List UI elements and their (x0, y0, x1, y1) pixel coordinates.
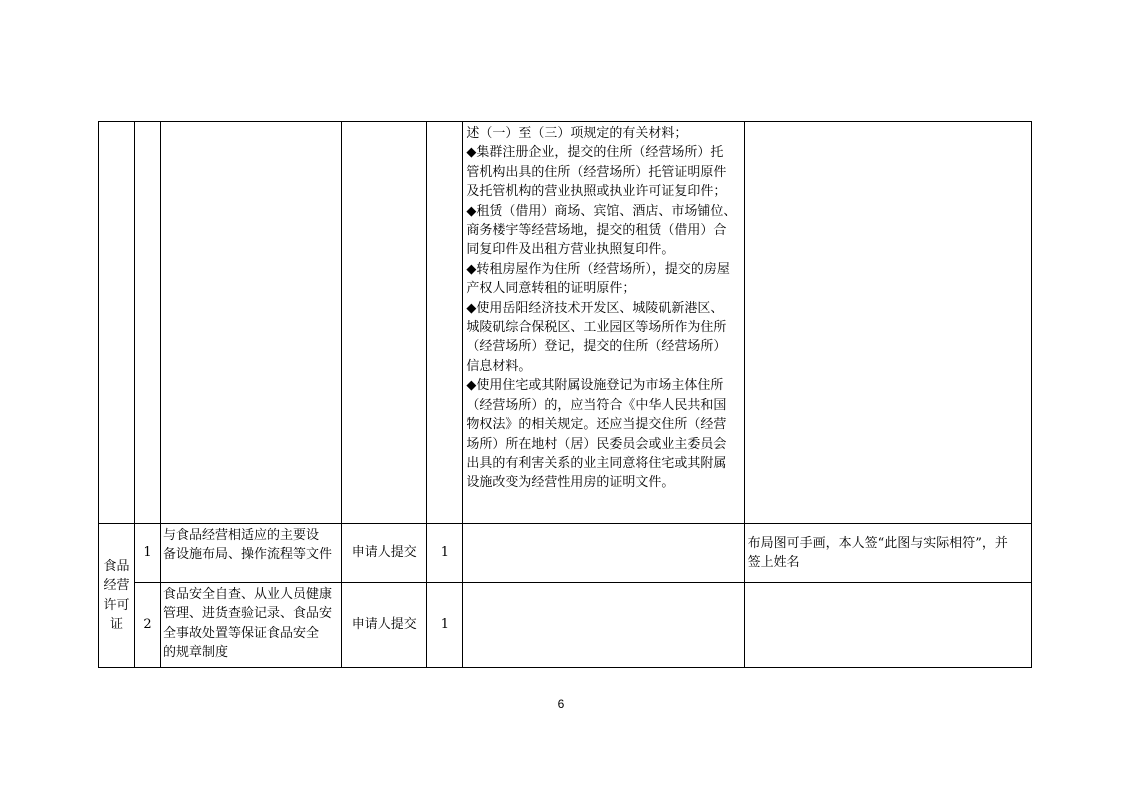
category-line: 经营 (103, 578, 130, 594)
requirements-line: ◆使用住宅或其附属设施登记为市场主体住所 (466, 378, 724, 394)
requirements-line: ◆转租房屋作为住所（经营场所），提交的房屋 (466, 261, 730, 277)
requirements-line: 信息材料。 (466, 358, 532, 374)
food-row-1 (99, 524, 1032, 583)
source-cell: 申请人提交 (342, 583, 427, 668)
requirements-line: 城陵矶综合保税区、工业园区等场所作为住所 (466, 320, 727, 336)
index-cell-empty (135, 122, 161, 524)
requirements-line: 设施改变为经营性用房的证明文件。 (466, 475, 675, 491)
copies-cell: 1 (427, 583, 463, 668)
requirements-line: 产权人同意转租的证明原件； (466, 281, 636, 297)
page-number: 6 (557, 697, 565, 711)
requirements-line: ◆集群注册企业，提交的住所（经营场所）托 (466, 145, 724, 161)
continued-row (99, 122, 1032, 524)
source-cell: 申请人提交 (342, 524, 427, 583)
category-line: 证 (110, 616, 124, 632)
source-cell-empty (342, 122, 427, 524)
food-row-2 (99, 583, 1032, 668)
requirements-line: 出具的有利害关系的业主同意将住宅或其附属 (466, 455, 727, 471)
requirements-line: 管机构出具的住所（经营场所）托管证明原件 (466, 164, 727, 180)
requirements-line: 物权法》的相关规定。还应当提交住所（经营 (466, 417, 727, 433)
note-line: 签上姓名 (747, 555, 800, 571)
requirements-line: （经营场所）的，应当符合《中华人民共和国 (466, 397, 727, 413)
note-cell-empty (744, 122, 1031, 524)
material-name-cell (161, 583, 342, 668)
note-line: 布局图可手画，本人签“此图与实际相符”，并 (747, 536, 1008, 551)
requirements-line: 同复印件及出租方营业执照复印件。 (466, 242, 675, 258)
material-name-line: 管理、进货查验记录、食品安 (163, 606, 333, 622)
materials-table (98, 121, 1032, 668)
material-name-line: 全事故处置等保证食品安全 (163, 625, 320, 641)
material-name-line: 备设施布局、操作流程等文件 (163, 547, 333, 563)
category-line: 食品 (103, 558, 130, 574)
index-cell: 1 (135, 524, 161, 583)
requirements-line: （经营场所）登记，提交的住所（经营场所） (466, 339, 727, 355)
requirements-line: ◆租赁（借用）商场、宾馆、酒店、市场铺位、 (466, 203, 737, 219)
requirements-cell (463, 122, 744, 524)
index-cell: 2 (135, 583, 161, 668)
requirements-cell (463, 524, 744, 583)
material-name-line: 食品安全自查、从业人员健康 (163, 587, 333, 602)
copies-cell-empty (427, 122, 463, 524)
category-line: 许可 (103, 597, 130, 613)
requirements-line: 商务楼宇等经营场地，提交的租赁（借用）合 (466, 223, 727, 239)
copies-cell: 1 (427, 524, 463, 583)
requirements-line: ◆使用岳阳经济技术开发区、城陵矶新港区、 (466, 300, 724, 316)
material-name-cell-empty (161, 122, 342, 524)
note-cell (744, 524, 1031, 583)
requirements-line: 及托管机构的营业执照或执业许可证复印件； (466, 184, 727, 200)
material-name-line: 与食品经营相适应的主要设 (163, 528, 320, 543)
category-cell-food-license (99, 524, 135, 668)
requirements-cell (463, 583, 744, 668)
category-cell-empty (99, 122, 135, 524)
requirements-line: 场所）所在地村（居）民委员会或业主委员会 (466, 436, 727, 452)
material-name-cell (161, 524, 342, 583)
note-cell (744, 583, 1031, 668)
requirements-line: 述（一）至（三）项规定的有关材料； (466, 126, 688, 141)
material-name-line: 的规章制度 (163, 645, 229, 661)
